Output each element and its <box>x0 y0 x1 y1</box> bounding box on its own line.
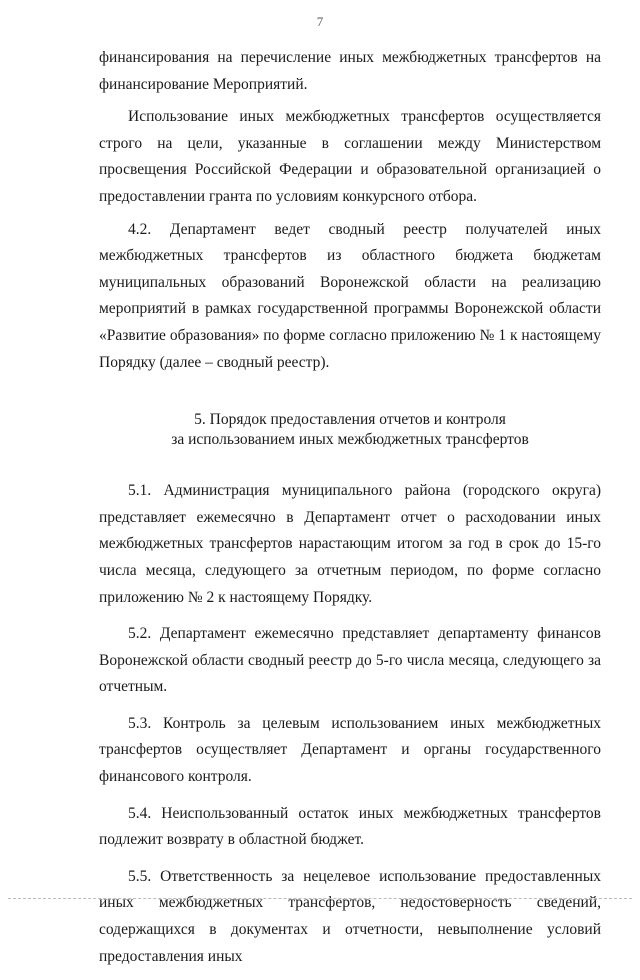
paragraph-5-3: 5.3. Контроль за целевым использованием иных межбюджетных трансфертов осуществляет Департамент и органы государственного финансового контроля. <box>99 714 601 786</box>
paragraph-transfers-usage: Использование иных межбюджетных трансфертов осуществляется строго на цели, указанные в соглашении между Министерством просвещения Российской Федерации и образовательной организацией о предоставлении гранта по условиям конкурсного отбора. <box>99 108 601 205</box>
paragraph-5-5: 5.5. Ответственность за нецелевое использование предоставленных иных межбюджетных трансфертов, недостоверность сведений, содержащихся в документах и отчетности, невыполнение условий предоставления иных <box>99 867 601 965</box>
paragraph-5-4: 5.4. Неиспользованный остаток иных межбюджетных трансфертов подлежит возврату в областной бюджет. <box>99 804 601 849</box>
paragraph-5-2: 5.2. Департамент ежемесячно представляет департаменту финансов Воронежской области сводный реестр до 5-го числа месяца, следующего за отчетным. <box>99 625 601 696</box>
section-5-heading-line-1: 5. Порядок предоставления отчетов и контроля <box>194 411 506 429</box>
page-number: 7 <box>316 14 324 29</box>
document-body <box>99 45 601 980</box>
paragraph-4-2: 4.2. Департамент ведет сводный реестр получателей иных межбюджетных трансфертов из областного бюджета бюджетам муниципальных образований Воронежской области на реализацию мероприятий в рамках государственной программы Воронежской области «Развитие образования» по форме согласно приложению № 1 к настоящему Порядку (далее – сводный реестр). <box>99 220 601 371</box>
section-5-heading-line-2: за использованием иных межбюджетных трансфертов <box>171 431 529 449</box>
paragraph-5-1: 5.1. Администрация муниципального района (городского округа) представляет ежемесячно в Департамент отчет о расходовании иных межбюджетных трансфертов нарастающим итогом за год в срок до 15-го числа месяца, следующего за отчетным периодом, по форме согласно приложению № 2 к настоящему Порядку. <box>99 482 601 606</box>
paragraph-funding-continuation: финансирования на перечисление иных межбюджетных трансфертов на финансирование Мероприятий. <box>99 49 601 93</box>
scan-bottom-edge <box>8 898 632 899</box>
section-5-heading <box>99 410 601 450</box>
